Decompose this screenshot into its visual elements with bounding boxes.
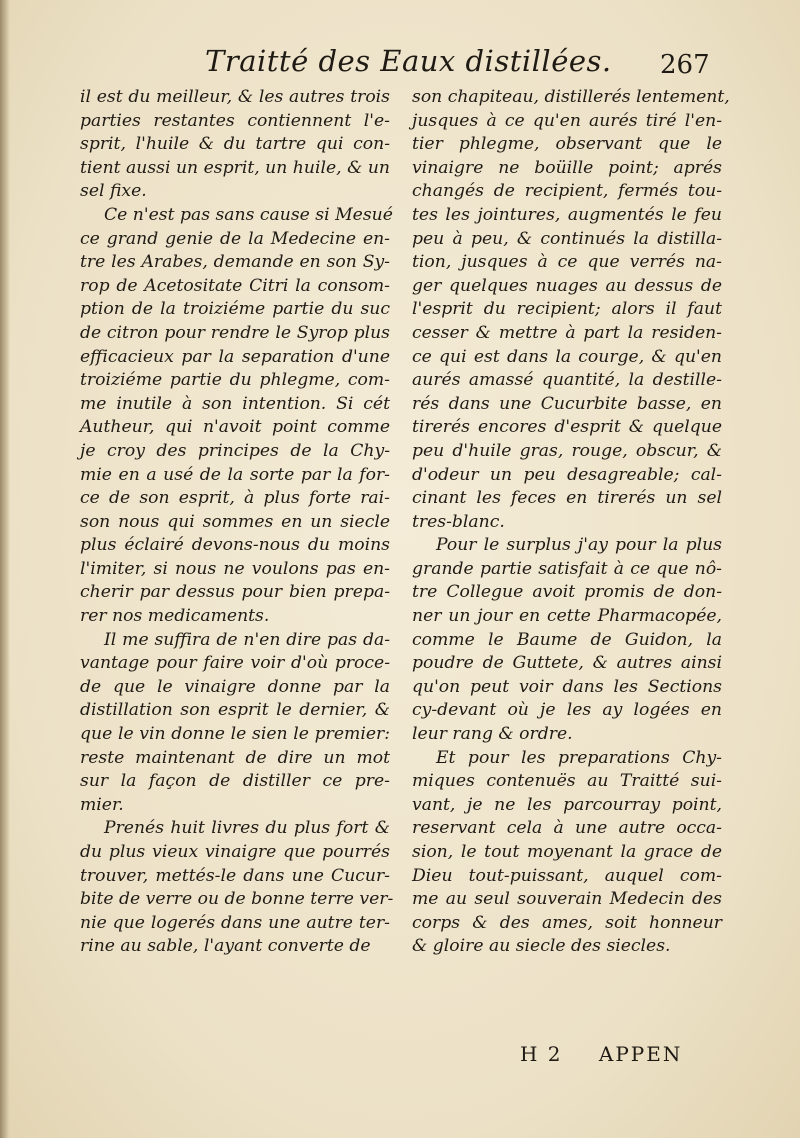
text-line: Ce n'est pas sans cause si Mesué [104,204,393,225]
text-line: tres-blanc. [412,511,505,532]
text-line: vantage pour faire voir d'où proce- [80,653,390,674]
text-line: tirerés encores d'esprit & quelque [412,417,722,438]
text-line: ger quelques nuages au dessus de [412,275,722,296]
text-line: sel fixe. [80,181,147,202]
text-line: reservant cela à une autre occa- [412,818,722,839]
text-line: jusques à ce qu'en aurés tiré l'en- [412,110,722,131]
catchword: APPEN [598,1042,683,1066]
text-line: me au seul souverain Medecin des [412,889,722,910]
text-line: ner un jour en cette Pharmacopée, [412,606,722,627]
text-line: trouver, mettés-le dans une Cucur- [80,865,390,886]
text-line: & gloire au siecle des siecles. [412,936,671,957]
text-line: son chapiteau, distillerés lentement, [412,87,730,107]
text-line: Dieu tout-puissant, auquel com- [412,865,722,886]
text-line: cherir par dessus pour bien prepa- [80,582,390,603]
text-line: son nous qui sommes en un siecle [80,511,390,532]
text-line: qu'on peut voir dans les Sections [412,676,722,697]
text-line: mie en a usé de la sorte par la for- [80,464,390,485]
text-line: rine au sable, l'ayant converte de [80,936,371,957]
text-line: bite de verre ou de bonne terre ver- [80,889,394,910]
text-line: il est du meilleur, & les autres trois [80,87,390,107]
text-line: nie que logerés dans une autre ter- [80,912,390,933]
text-line: ce qui est dans la courge, & qu'en [412,346,722,367]
text-line: sion, le tout moyenant la grace de [412,842,722,862]
text-line: cinant les feces en tirerés un sel [412,488,722,509]
text-line: sprit, l'huile & du tartre qui con- [80,134,390,155]
text-line: vant, je ne les parcourray point, [412,794,722,815]
text-line: rop de Acetositate Citri la consom- [80,275,390,296]
text-line: rer nos medicaments. [80,606,270,627]
text-line: ption de la troiziéme partie du suc [80,299,390,320]
text-line: parties restantes contiennent l'e- [80,110,390,131]
text-line: que le vin donne le sien le premier: [80,724,390,745]
text-line: de citron pour rendre le Syrop plus [80,322,390,343]
text-line: mier. [80,794,124,815]
text-line: d'odeur un peu desagreable; cal- [412,464,722,485]
text-line: tient aussi un esprit, un huile, & un [80,157,390,178]
text-line: reste maintenant de dire un mot [80,747,390,768]
text-line: ce grand genie de la Medecine en- [80,228,390,249]
text-line: tes les jointures, augmentés le feu [412,204,722,225]
text-line: distillation son esprit le dernier, & [80,700,390,721]
text-line: tre Collegue avoit promis de don- [412,582,722,603]
text-line: Et pour les preparations Chy- [436,747,722,768]
text-line: sur la façon de distiller ce pre- [80,771,390,792]
text-line: troiziéme partie du phlegme, com- [80,370,390,391]
text-line: corps & des ames, soit honneur [412,912,722,933]
text-line: changés de recipient, fermés tou- [412,181,722,202]
text-line: l'esprit du recipient; alors il faut [412,299,722,320]
text-line: peu à peu, & continués la distilla- [412,228,722,249]
text-line: comme le Baume de Guidon, la [412,629,722,650]
text-line: cy-devant où je les ay logées en [412,700,722,721]
left-column [80,86,394,959]
text-line: cesser & mettre à part la residen- [412,322,722,343]
footer-catchwords [520,1042,720,1066]
text-line: miques contenuës au Traitté sui- [412,771,722,792]
text-line: Il me suffira de n'en dire pas da- [104,629,390,650]
page-spine-shadow [0,0,10,1138]
text-line: leur rang & ordre. [412,724,573,745]
text-line: rés dans une Cucurbite basse, en [412,393,722,414]
text-line: du plus vieux vinaigre que pourrés [80,842,390,862]
text-line: grande partie satisfait à ce que nô- [412,558,722,579]
text-line: Autheur, qui n'avoit point comme [80,417,390,438]
text-line: Prenés huit livres du plus fort & [104,818,390,839]
text-line: Pour le surplus j'ay pour la plus [436,535,722,556]
text-line: tre les Arabes, demande en son Sy- [80,252,390,273]
text-line: de que le vinaigre donne par la [80,676,390,697]
text-line: me inutile à son intention. Si cét [80,393,390,414]
text-line: vinaigre ne boüille point; aprés [412,157,722,178]
text-line: tier phlegme, observant que le [412,134,722,155]
text-line: plus éclairé devons-nous du moins [80,535,390,556]
page-number: 267 [660,50,710,80]
text-line: je croy des principes de la Chy- [80,440,390,461]
text-line: efficacieux par la separation d'une [80,346,390,367]
text-line: ce de son esprit, à plus forte rai- [80,488,390,509]
text-line: tion, jusques à ce que verrés na- [412,252,722,273]
running-title: Traitté des Eaux distillées. [205,44,612,78]
text-line: aurés amassé quantité, la destille- [412,370,722,391]
signature-mark: H 2 [520,1042,563,1066]
text-line: l'imiter, si nous ne voulons pas en- [80,558,390,579]
text-line: peu d'huile gras, rouge, obscur, & [412,440,722,461]
text-line: poudre de Guttete, & autres ainsi [412,653,722,674]
right-column [412,86,730,959]
